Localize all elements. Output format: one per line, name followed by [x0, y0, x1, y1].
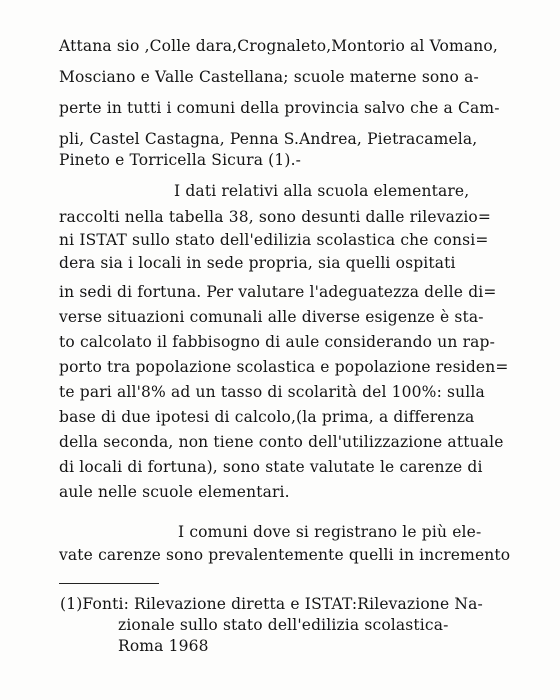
text-line: to calcolato il fabbisogno di aule considerando un rap- [59, 333, 495, 351]
text-line: ni ISTAT sullo stato dell'edilizia scolastica che consi= [59, 231, 489, 249]
text-line: verse situazioni comunali alle diverse esigenze è sta- [59, 308, 484, 326]
text-line: di locali di fortuna), sono state valutate le carenze di [59, 458, 483, 476]
text-line: in sedi di fortuna. Per valutare l'adeguatezza delle di= [59, 283, 497, 301]
text-line: Attana sio ,Colle dara,Crognaleto,Montorio al Vomano, [59, 37, 498, 55]
text-line: base di due ipotesi di calcolo,(la prima, a differenza [59, 408, 475, 426]
footnote-line: zionale sullo stato dell'edilizia scolastica- [118, 616, 449, 634]
footnote-line: Roma 1968 [118, 637, 209, 655]
text-line: della seconda, non tiene conto dell'utilizzazione attuale [59, 433, 504, 451]
text-line: Pineto e Torricella Sicura (1).- [59, 151, 302, 169]
text-line: Mosciano e Valle Castellana; scuole materne sono a- [59, 68, 479, 86]
paragraph-first-line: I dati relativi alla scuola elementare, [174, 182, 470, 200]
text-line: dera sia i locali in sede propria, sia quelli ospitati [59, 254, 456, 272]
text-line: aule nelle scuole elementari. [59, 483, 290, 501]
text-line: perte in tutti i comuni della provincia salvo che a Cam- [59, 99, 500, 117]
text-line: porto tra popolazione scolastica e popolazione residen= [59, 358, 509, 376]
footnote-line: (1)Fonti: Rilevazione diretta e ISTAT:Rilevazione Na- [60, 595, 483, 613]
text-line: pli, Castel Castagna, Penna S.Andrea, Pietracamela, [59, 130, 478, 148]
text-line: vate carenze sono prevalentemente quelli in incremento [59, 546, 511, 564]
footnote-separator [59, 583, 159, 584]
paragraph-first-line: I comuni dove si registrano le più ele- [178, 523, 482, 541]
text-line: raccolti nella tabella 38, sono desunti dalle rilevazio= [59, 208, 492, 226]
text-line: te pari all'8% ad un tasso di scolarità del 100%: sulla [59, 383, 485, 401]
